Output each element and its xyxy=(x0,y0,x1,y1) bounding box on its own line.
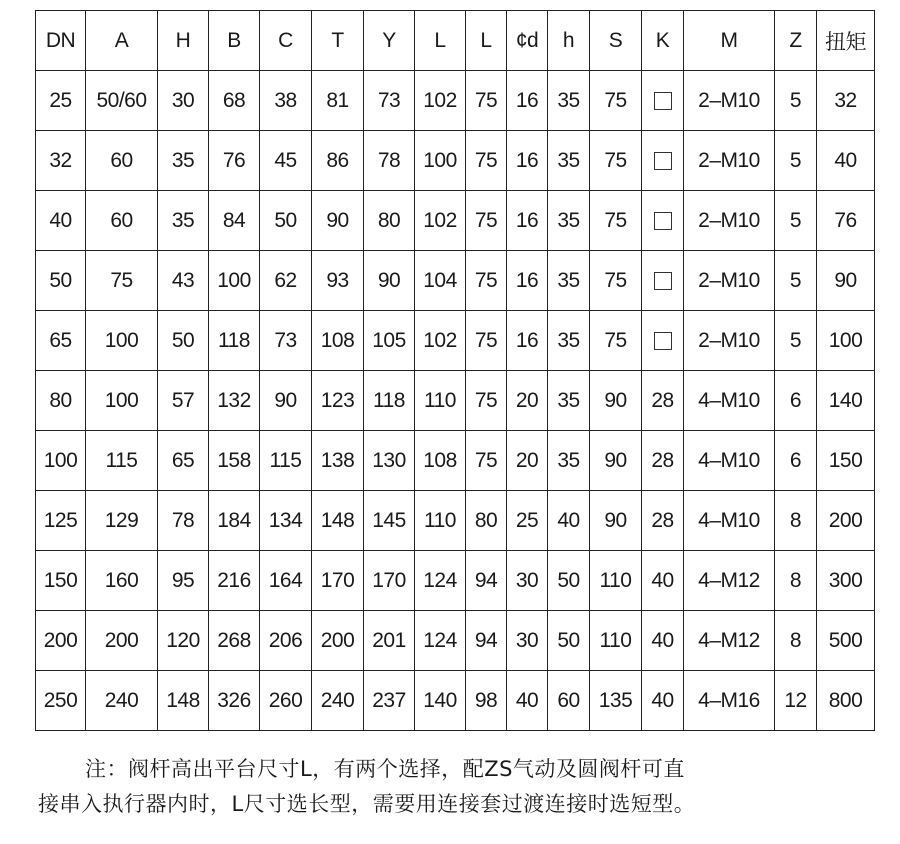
table-cell: 240 xyxy=(312,671,364,731)
square-icon xyxy=(654,212,672,230)
table-cell: 206 xyxy=(260,611,312,671)
table-cell: 2–M10 xyxy=(684,131,775,191)
table-cell: 40 xyxy=(642,611,684,671)
table-cell: 134 xyxy=(260,491,312,551)
column-header: M xyxy=(684,11,775,71)
table-cell: 5 xyxy=(775,131,817,191)
table-cell: 80 xyxy=(466,491,507,551)
table-cell: 115 xyxy=(260,431,312,491)
table-cell: 100 xyxy=(209,251,260,311)
table-row xyxy=(36,251,875,311)
table-cell: 32 xyxy=(817,71,875,131)
table-cell: 8 xyxy=(775,551,817,611)
table-cell: 90 xyxy=(364,251,415,311)
table-cell: 102 xyxy=(415,191,466,251)
table-cell: 130 xyxy=(364,431,415,491)
table-cell: 25 xyxy=(507,491,548,551)
table-cell: 95 xyxy=(158,551,209,611)
table-cell xyxy=(642,251,684,311)
table-cell: 150 xyxy=(36,551,86,611)
table-row xyxy=(36,71,875,131)
table-cell: 2–M10 xyxy=(684,251,775,311)
table-row xyxy=(36,491,875,551)
dimension-table xyxy=(35,10,875,731)
table-cell: 12 xyxy=(775,671,817,731)
table-cell: 50 xyxy=(158,311,209,371)
table-cell: 93 xyxy=(312,251,364,311)
table-cell: 5 xyxy=(775,251,817,311)
table-cell: 65 xyxy=(36,311,86,371)
table-cell: 73 xyxy=(260,311,312,371)
column-header: B xyxy=(209,11,260,71)
table-cell: 120 xyxy=(158,611,209,671)
column-header: H xyxy=(158,11,209,71)
table-cell: 4–M12 xyxy=(684,551,775,611)
table-cell: 90 xyxy=(312,191,364,251)
table-cell: 16 xyxy=(507,131,548,191)
table-cell: 75 xyxy=(590,191,642,251)
table-cell: 216 xyxy=(209,551,260,611)
table-cell: 110 xyxy=(415,371,466,431)
footnote xyxy=(38,752,878,822)
table-cell: 170 xyxy=(364,551,415,611)
square-icon xyxy=(654,92,672,110)
table-cell: 90 xyxy=(817,251,875,311)
footnote-line-1: 注：阀杆高出平台尺寸L，有两个选择，配ZS气动及圆阀杆可直 xyxy=(85,757,685,781)
table-cell: 75 xyxy=(590,71,642,131)
table-cell: 40 xyxy=(548,491,590,551)
table-cell: 124 xyxy=(415,611,466,671)
table-cell: 4–M12 xyxy=(684,611,775,671)
table-cell: 75 xyxy=(466,251,507,311)
table-cell: 43 xyxy=(158,251,209,311)
table-cell: 124 xyxy=(415,551,466,611)
table-cell: 25 xyxy=(36,71,86,131)
table-cell xyxy=(642,311,684,371)
table-cell: 100 xyxy=(36,431,86,491)
table-cell: 35 xyxy=(548,71,590,131)
column-header: A xyxy=(86,11,158,71)
table-cell: 94 xyxy=(466,551,507,611)
table-cell: 100 xyxy=(415,131,466,191)
column-header: Z xyxy=(775,11,817,71)
table-cell: 140 xyxy=(415,671,466,731)
table-cell: 62 xyxy=(260,251,312,311)
column-header: Y xyxy=(364,11,415,71)
table-cell: 32 xyxy=(36,131,86,191)
table-cell: 138 xyxy=(312,431,364,491)
table-cell: 57 xyxy=(158,371,209,431)
table-cell: 20 xyxy=(507,431,548,491)
table-cell: 35 xyxy=(548,311,590,371)
table-cell: 90 xyxy=(590,371,642,431)
square-icon xyxy=(654,152,672,170)
table-cell: 80 xyxy=(364,191,415,251)
table-cell: 68 xyxy=(209,71,260,131)
table-cell: 30 xyxy=(158,71,209,131)
table-cell: 4–M16 xyxy=(684,671,775,731)
table-cell: 40 xyxy=(817,131,875,191)
table-row xyxy=(36,551,875,611)
table-cell: 105 xyxy=(364,311,415,371)
table-cell: 50 xyxy=(36,251,86,311)
column-header: ¢d xyxy=(507,11,548,71)
table-cell: 184 xyxy=(209,491,260,551)
table-cell: 60 xyxy=(86,191,158,251)
table-cell: 35 xyxy=(548,371,590,431)
table-cell: 20 xyxy=(507,371,548,431)
table-cell: 4–M10 xyxy=(684,371,775,431)
table-cell: 108 xyxy=(415,431,466,491)
column-header: L xyxy=(466,11,507,71)
table-cell: 35 xyxy=(548,191,590,251)
table-cell: 2–M10 xyxy=(684,311,775,371)
table-cell: 170 xyxy=(312,551,364,611)
table-cell: 110 xyxy=(415,491,466,551)
table-cell: 75 xyxy=(466,191,507,251)
table-row xyxy=(36,431,875,491)
table-cell: 35 xyxy=(548,131,590,191)
table-cell: 200 xyxy=(86,611,158,671)
table-cell: 16 xyxy=(507,311,548,371)
table-cell: 132 xyxy=(209,371,260,431)
table-cell: 90 xyxy=(590,491,642,551)
table-cell: 81 xyxy=(312,71,364,131)
table-cell: 5 xyxy=(775,191,817,251)
table-cell: 115 xyxy=(86,431,158,491)
table-cell: 50 xyxy=(548,611,590,671)
table-row xyxy=(36,611,875,671)
table-cell: 94 xyxy=(466,611,507,671)
table-cell xyxy=(642,71,684,131)
table-cell: 6 xyxy=(775,371,817,431)
column-header: K xyxy=(642,11,684,71)
table-cell: 50 xyxy=(548,551,590,611)
table-cell: 300 xyxy=(817,551,875,611)
table-cell: 123 xyxy=(312,371,364,431)
table-cell: 5 xyxy=(775,71,817,131)
table-cell: 78 xyxy=(364,131,415,191)
table-cell: 326 xyxy=(209,671,260,731)
table-cell: 76 xyxy=(817,191,875,251)
table-cell: 4–M10 xyxy=(684,491,775,551)
table-cell: 75 xyxy=(466,131,507,191)
table-cell: 16 xyxy=(507,71,548,131)
table-cell: 145 xyxy=(364,491,415,551)
table-cell: 40 xyxy=(507,671,548,731)
square-icon xyxy=(654,272,672,290)
column-header: h xyxy=(548,11,590,71)
column-header: L xyxy=(415,11,466,71)
table-cell: 90 xyxy=(260,371,312,431)
table-cell: 38 xyxy=(260,71,312,131)
table-cell: 240 xyxy=(86,671,158,731)
table-cell: 160 xyxy=(86,551,158,611)
table-cell: 80 xyxy=(36,371,86,431)
header-row xyxy=(36,11,875,71)
table-cell: 8 xyxy=(775,491,817,551)
table-row xyxy=(36,131,875,191)
table-cell: 75 xyxy=(466,371,507,431)
table-cell: 86 xyxy=(312,131,364,191)
table-cell: 75 xyxy=(590,251,642,311)
table-cell: 35 xyxy=(548,431,590,491)
table-cell: 148 xyxy=(158,671,209,731)
table-cell: 2–M10 xyxy=(684,191,775,251)
column-header: T xyxy=(312,11,364,71)
table-cell: 6 xyxy=(775,431,817,491)
table-cell: 800 xyxy=(817,671,875,731)
table-cell: 140 xyxy=(817,371,875,431)
table-cell: 118 xyxy=(364,371,415,431)
table-cell: 102 xyxy=(415,311,466,371)
table-cell: 76 xyxy=(209,131,260,191)
table-cell: 35 xyxy=(158,131,209,191)
table-cell: 200 xyxy=(36,611,86,671)
table-cell: 108 xyxy=(312,311,364,371)
table-cell: 84 xyxy=(209,191,260,251)
column-header: C xyxy=(260,11,312,71)
table-cell: 125 xyxy=(36,491,86,551)
table-cell: 50 xyxy=(260,191,312,251)
table-cell: 8 xyxy=(775,611,817,671)
table-cell: 75 xyxy=(86,251,158,311)
table-row xyxy=(36,371,875,431)
table-cell: 75 xyxy=(590,311,642,371)
table-cell: 28 xyxy=(642,491,684,551)
table-cell: 260 xyxy=(260,671,312,731)
table-cell: 50/60 xyxy=(86,71,158,131)
table-cell: 35 xyxy=(548,251,590,311)
square-icon xyxy=(654,332,672,350)
table-cell: 45 xyxy=(260,131,312,191)
table-cell: 100 xyxy=(86,311,158,371)
footnote-line-2: 接串入执行器内时，L尺寸选长型，需要用连接套过渡连接时选短型。 xyxy=(38,792,696,816)
table-cell: 110 xyxy=(590,551,642,611)
table-cell: 201 xyxy=(364,611,415,671)
table-cell: 268 xyxy=(209,611,260,671)
table-cell: 135 xyxy=(590,671,642,731)
table-cell: 40 xyxy=(642,551,684,611)
table-cell: 60 xyxy=(86,131,158,191)
table-row xyxy=(36,191,875,251)
table-cell: 73 xyxy=(364,71,415,131)
column-header: 扭矩 xyxy=(817,11,875,71)
table-cell: 30 xyxy=(507,611,548,671)
table-cell: 75 xyxy=(590,131,642,191)
table-cell: 250 xyxy=(36,671,86,731)
table-cell: 100 xyxy=(86,371,158,431)
table-cell: 150 xyxy=(817,431,875,491)
table-cell: 65 xyxy=(158,431,209,491)
table-cell: 118 xyxy=(209,311,260,371)
table-cell: 28 xyxy=(642,371,684,431)
table-cell: 104 xyxy=(415,251,466,311)
table-cell: 78 xyxy=(158,491,209,551)
table-cell: 60 xyxy=(548,671,590,731)
table-cell: 98 xyxy=(466,671,507,731)
table-cell: 75 xyxy=(466,311,507,371)
column-header: DN xyxy=(36,11,86,71)
table-cell: 129 xyxy=(86,491,158,551)
table-cell: 90 xyxy=(590,431,642,491)
table-cell: 500 xyxy=(817,611,875,671)
table-cell: 16 xyxy=(507,251,548,311)
table-cell: 158 xyxy=(209,431,260,491)
table-cell: 75 xyxy=(466,71,507,131)
table-cell: 200 xyxy=(817,491,875,551)
column-header: S xyxy=(590,11,642,71)
table-cell xyxy=(642,191,684,251)
table-cell: 16 xyxy=(507,191,548,251)
table-cell: 2–M10 xyxy=(684,71,775,131)
table-cell: 148 xyxy=(312,491,364,551)
table-cell: 100 xyxy=(817,311,875,371)
table-cell: 200 xyxy=(312,611,364,671)
table-row xyxy=(36,671,875,731)
table-cell: 28 xyxy=(642,431,684,491)
table-cell: 4–M10 xyxy=(684,431,775,491)
table-cell xyxy=(642,131,684,191)
table-row xyxy=(36,311,875,371)
table-cell: 237 xyxy=(364,671,415,731)
table-cell: 35 xyxy=(158,191,209,251)
table-cell: 102 xyxy=(415,71,466,131)
table-cell: 164 xyxy=(260,551,312,611)
table-cell: 40 xyxy=(642,671,684,731)
table-cell: 40 xyxy=(36,191,86,251)
table-cell: 30 xyxy=(507,551,548,611)
table-cell: 110 xyxy=(590,611,642,671)
table-cell: 5 xyxy=(775,311,817,371)
table-cell: 75 xyxy=(466,431,507,491)
